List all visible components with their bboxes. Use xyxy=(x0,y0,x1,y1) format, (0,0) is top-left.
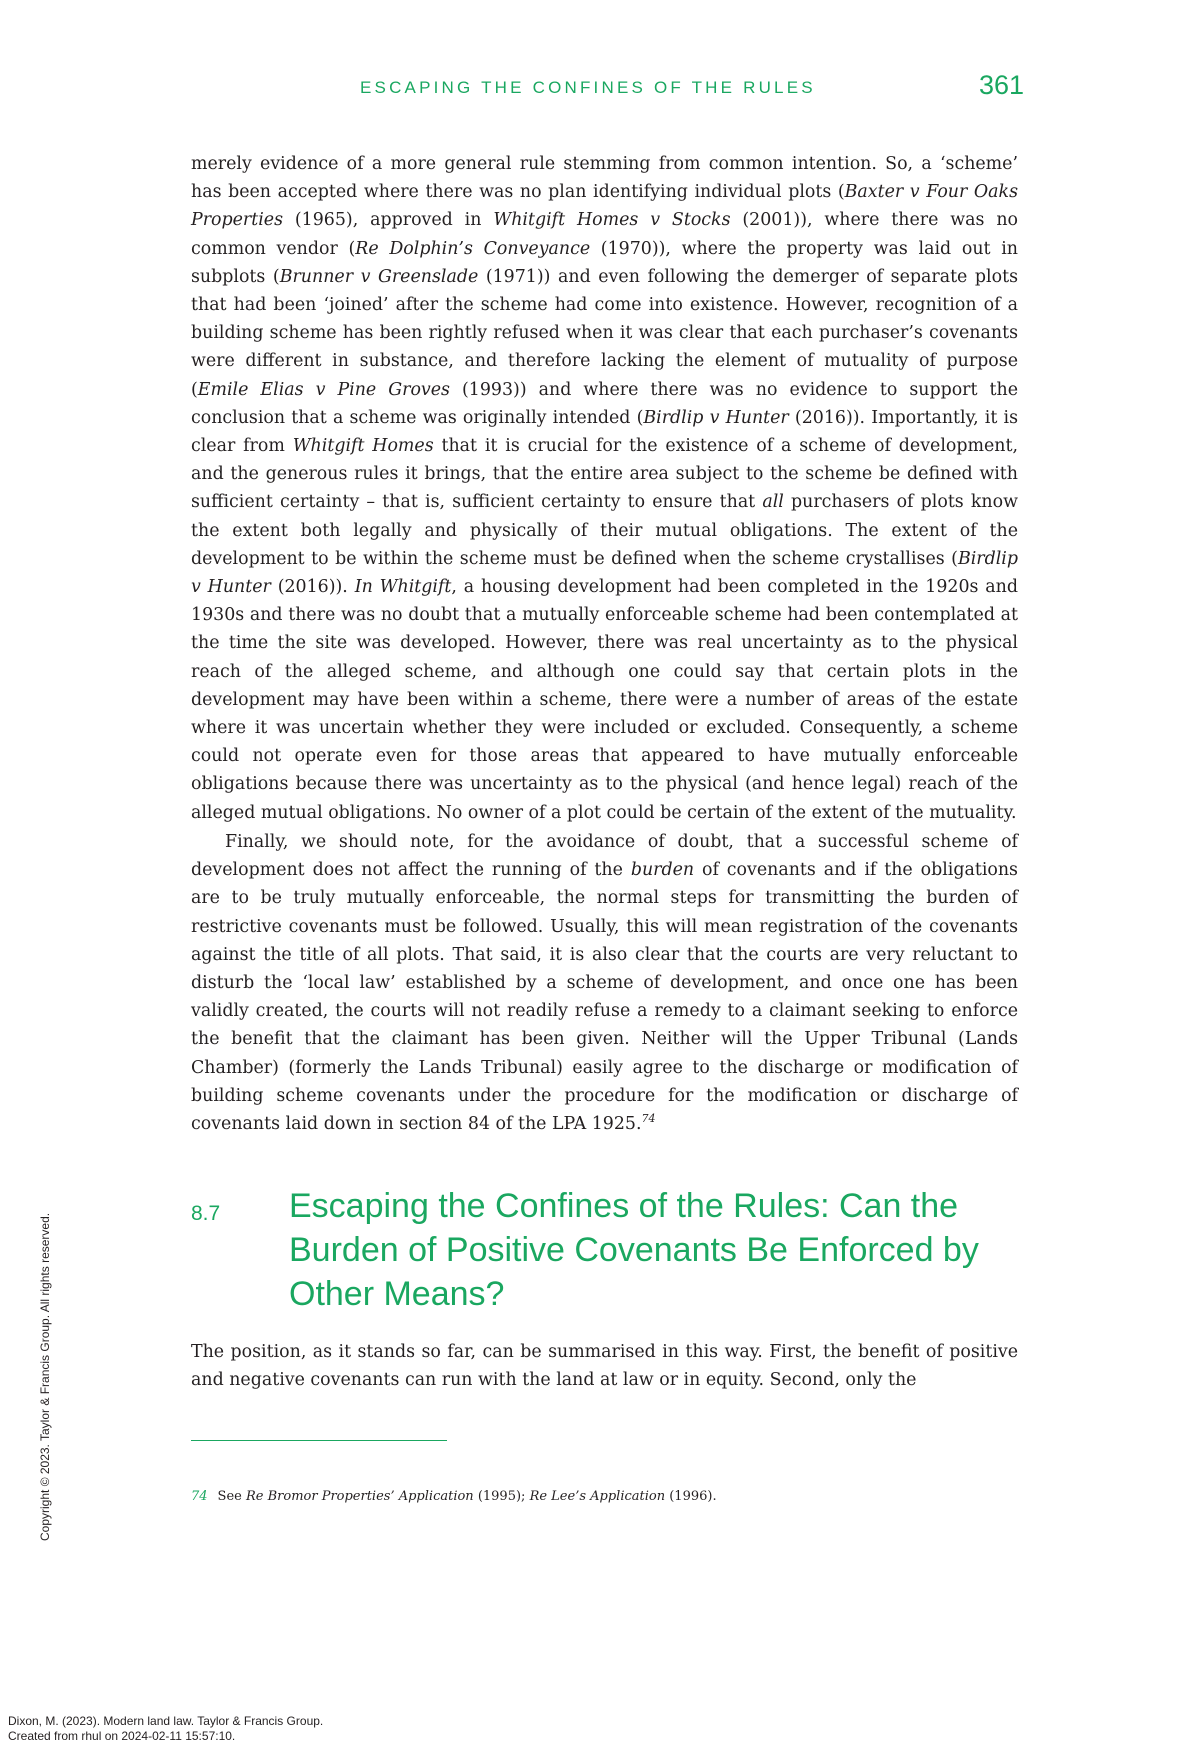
citation-footer xyxy=(8,1714,323,1744)
text-run: (2016)). xyxy=(270,577,355,598)
running-head: ESCAPING THE CONFINES OF THE RULES xyxy=(360,78,816,97)
text-run: , a housing development had been completed in the 1920s and 1930s and there was no doubt that a mutually enforceable scheme had been contemplated at the time the site was developed. However, there was real uncertainty as to the physical reach of the alleged scheme, and although one could say that certain plots in the development may have been within a scheme, there were a number of areas of the estate where it was uncertain whether they were included or excluded. Consequently, a scheme could not operate even for those areas that appeared to have mutually enforceable obligations because there was uncertainty as to the physical (and hence legal) reach of the alleged mutual obligations. No owner of a plot could be certain of the extent of the mutuality. xyxy=(191,577,1019,823)
text-run: (1965), approved in xyxy=(283,210,494,231)
text-run: (1970)), where the property was laid out in subplots ( xyxy=(191,238,1018,287)
text-run: See xyxy=(217,1489,246,1504)
text-run: The position, as it stands so far, can be summarised in this way. First, the benefit of positive and negative covenants can run with the land at law or in equity. Second, only the xyxy=(191,1342,1018,1391)
body-paragraph-2 xyxy=(191,828,1018,1138)
text-run: Finally, we should note, for the avoidance of doubt, that a successful scheme of development does not affect the running of the xyxy=(191,832,1018,881)
text-run: (1995); xyxy=(473,1489,530,1504)
section-number: 8.7 xyxy=(191,1202,221,1225)
text-run: that it is crucial for the existence of a scheme of development, and the generous rules it brings, that the entire area subject to the scheme be defined with sufficient certainty – that is, sufficient certainty to ensure that xyxy=(191,436,1018,513)
italic-citation: Emile Elias v Pine Groves xyxy=(197,379,450,400)
text-run: merely evidence of a more general rule stemming from common intention. So, a ‘scheme’ has been accepted where there was no plan identifying individual plots ( xyxy=(191,154,1018,203)
italic-citation: Whitgift Homes xyxy=(292,436,434,457)
text-run: (1996). xyxy=(665,1489,717,1504)
section-heading: Escaping the Confines of the Rules: Can the Burden of Positive Covenants Be Enforced by Other Means? xyxy=(289,1187,979,1313)
italic-citation: Birdlip v Hunter xyxy=(643,407,789,428)
page-number: 361 xyxy=(978,70,1024,100)
italic-citation: Re Bromor Properties’ Application xyxy=(245,1489,474,1504)
text-run: (2016)). Importantly, it is clear from xyxy=(191,407,1019,457)
italic-citation: Re Lee’s Application xyxy=(529,1489,666,1504)
footnote-number: 74 xyxy=(191,1489,208,1504)
italic-citation: Birdlip v Hunter xyxy=(191,548,1018,598)
text-run: (2001)), where there was no common vendor ( xyxy=(191,210,1018,259)
italic-citation: In Whitgift xyxy=(354,577,452,598)
italic-citation: Re Dolphin’s Conveyance xyxy=(355,238,591,259)
citation-line: Dixon, M. (2023). Modern land law. Taylor & Francis Group. xyxy=(8,1714,324,1728)
footnote xyxy=(191,1488,1018,1506)
italic-citation: Baxter v Four Oaks Properties xyxy=(191,182,1018,231)
italic-citation: Whitgift Homes v Stocks xyxy=(493,210,731,231)
text-run: of covenants and if the obligations are to be truly mutually enforceable, the normal steps for transmitting the burden of restrictive covenants must be followed. Usually, this will mean registration of the covenants against the title of all plots. That said, it is also clear that the courts are very reluctant to disturb the ‘local law’ established by a scheme of development, and once one has been validly created, the courts will not readily refuse a remedy to a claimant seeking to enforce the benefit that the claimant has been given. Neither will the Upper Tribunal (Lands Chamber) (formerly the Lands Tribunal) easily agree to the discharge or modification of building scheme covenants under the procedure for the modification or discharge of covenants laid down in section 84 of the LPA 1925. xyxy=(191,860,1018,1135)
footnote-divider xyxy=(191,1440,447,1441)
italic-citation: burden xyxy=(630,860,695,881)
body-paragraph-3 xyxy=(191,1338,1018,1394)
body-paragraph-1 xyxy=(191,150,1018,827)
text-run: (1971)) and even following the demerger of separate plots that had been ‘joined’ after the scheme had come into existence. However, recognition of a building scheme has been rightly refused when it was clear that each purchaser’s covenants were different in substance, and therefore lacking the element of mutuality of purpose ( xyxy=(191,266,1019,400)
italic-citation: Brunner v Greenslade xyxy=(279,266,479,287)
footnote-reference: 74 xyxy=(641,1112,656,1126)
text-run: (1993)) and where there was no evidence to support the conclusion that a scheme was originally intended ( xyxy=(191,379,1019,428)
created-line: Created from rhul on 2024-02-11 15:57:10. xyxy=(8,1729,236,1743)
body-paragraph-2-text xyxy=(191,832,1018,1134)
copyright-notice: Copyright © 2023. Taylor & Francis Group. All rights reserved. xyxy=(38,1212,52,1541)
text-run: purchasers of plots know the extent both legally and physically of their mutual obligations. The extent of the development to be within the scheme must be defined when the scheme crystallises ( xyxy=(191,492,1018,569)
italic-citation: all xyxy=(762,492,784,513)
footnote-text xyxy=(218,1489,717,1504)
